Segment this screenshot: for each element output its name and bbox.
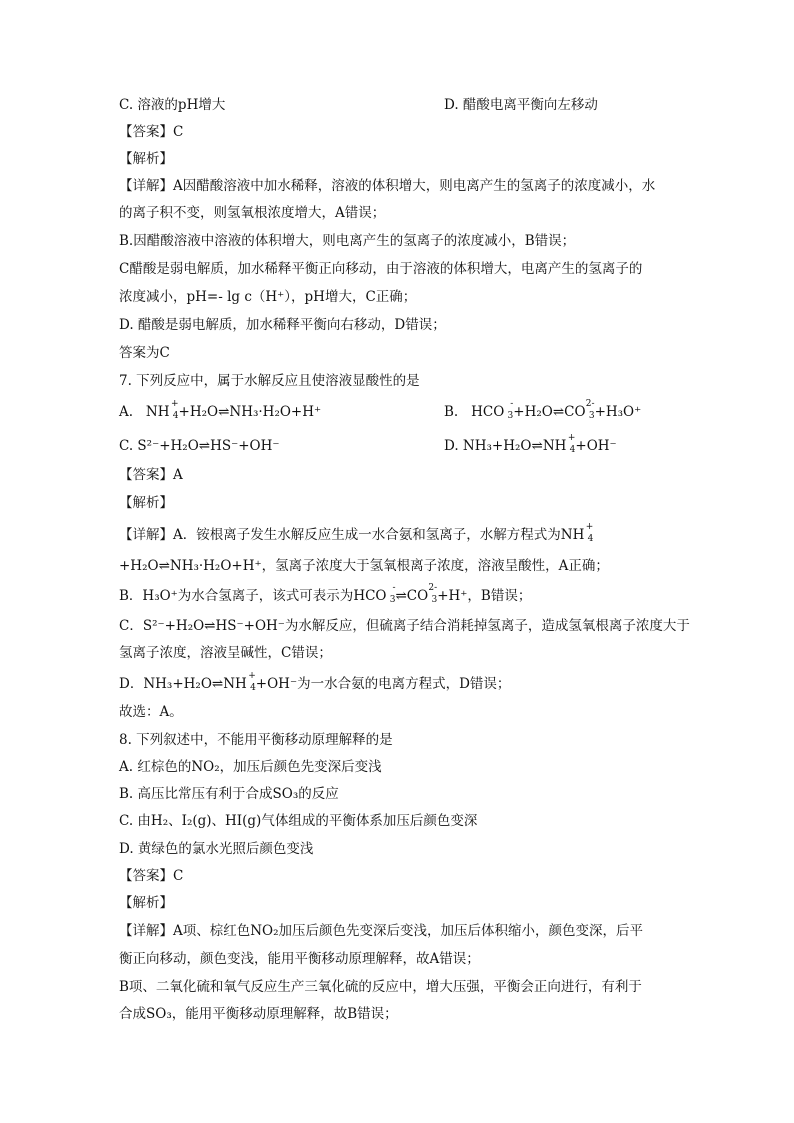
question-7-stem: 7. 下列反应中，属于水解反应且使溶液显酸性的是 [119,373,420,389]
answer-label: 【答案】C [119,124,184,140]
explanation-line: 衡正向移动，颜色变浅，能用平衡移动原理解释，故A错误； [119,951,480,967]
analysis-label: 【解析】 [119,151,173,167]
answer-label: 【答案】C [119,868,184,884]
explanation-line: 的离子积不变，则氢氧根浓度增大，A错误； [119,205,386,221]
carbonate-ion: CO 2- 3 [564,399,595,421]
q7-option-b [444,399,642,421]
explanation-line: B.因醋酸溶液中溶液的体积增大，则电离产生的氢离子的浓度减小，B错误； [119,233,576,249]
explanation-line: 【详解】A项、棕红色NO₂加压后颜色先变深后变浅，加压后体积缩小，颜色变深，后平 [119,923,644,939]
conclusion-line: 故选：A。 [119,704,183,720]
carbonate-ion: CO 2- 3 [406,583,438,605]
ammonium-ion: NH + 4 [560,522,594,544]
explanation-line: D. 醋酸是弱电解质，加水稀释平衡向右移动，D错误； [119,317,446,333]
bicarbonate-ion: HCO - 3 [353,583,396,605]
explanation-line: 浓度减小，pH=- lg c（H⁺），pH增大，C正确； [119,289,417,305]
answer-label: 【答案】A [119,467,183,483]
explanation-line: 氢离子浓度，溶液呈碱性，C错误； [119,645,332,661]
q8-option-d: D. 黄绿色的氯水光照后颜色变浅 [119,841,314,857]
q8-option-c: C. 由H₂、I₂(g)、HI(g)气体组成的平衡体系加压后颜色变深 [119,813,478,829]
equation-text: +H₃O⁺ [594,404,642,420]
q7-option-a [119,399,322,421]
analysis-label: 【解析】 [119,495,173,511]
equation-text: +H₂O⇌NH₃·H₂O+H⁺ [178,404,322,420]
q8-option-a: A. 红棕色的NO₂，加压后颜色先变深后变浅 [119,759,382,775]
q7-option-c: C. S²⁻+H₂O⇌HS⁻+OH⁻ [119,438,280,454]
option-d-line: D. 醋酸电离平衡向左移动 [444,97,598,113]
question-8-stem: 8. 下列叙述中，不能用平衡移动原理解释的是 [119,732,393,748]
option-letter: A. [119,404,134,420]
equation-text: D. NH₃+H₂O⇌ [444,438,543,454]
explanation-line: +H₂O⇌NH₃·H₂O+H⁺，氢离子浓度大于氢氧根离子浓度，溶液呈酸性，A正确； [119,558,609,574]
analysis-label: 【解析】 [119,895,173,911]
equation-text: +H₂O⇌ [513,404,565,420]
ammonium-ion: NH + 4 [542,433,576,455]
explanation-line: 【详解】A．铵根离子发生水解反应生成一水合氨和氢离子，水解方程式为NH + 4 [119,522,594,544]
conclusion-line: 答案为C [119,345,170,361]
explanation-line: D．NH₃+H₂O⇌NH + 4 +OH⁻为一水合氨的电离方程式，D错误； [119,671,511,693]
equation-text: +OH⁻ [575,438,617,454]
explanation-line: B项、二氧化硫和氧气反应生产三氧化硫的反应中，增大压强，平衡会正向进行，有利于 [119,979,642,995]
explanation-line: 合成SO₃，能用平衡移动原理解释，故B错误； [119,1006,398,1022]
q7-option-d [444,433,617,455]
q8-option-b: B. 高压比常压有利于合成SO₃的反应 [119,786,339,802]
option-letter: B. [444,404,459,420]
explanation-line: C醋酸是弱电解质，加水稀释平衡正向移动，由于溶液的体积增大，电离产生的氢离子的 [119,261,643,277]
option-c-line: C. 溶液的pH增大 [119,97,226,113]
ammonium-ion: NH + 4 [223,671,256,693]
ammonium-ion: NH + 4 [145,399,179,421]
explanation-line: C．S²⁻+H₂O⇌HS⁻+OH⁻为水解反应，但硫离子结合消耗掉氢离子，造成氢氧根离子浓度大于 [119,618,690,634]
explanation-line: B．H₃O⁺为水合氢离子，该式可表示为HCO - 3 ⇌CO 2- 3 +H⁺，B错误； [119,583,532,605]
explanation-line: 【详解】A因醋酸溶液中加水稀释，溶液的体积增大，则电离产生的氢离子的浓度减小，水 [119,178,656,194]
bicarbonate-ion: HCO - 3 [471,399,514,421]
